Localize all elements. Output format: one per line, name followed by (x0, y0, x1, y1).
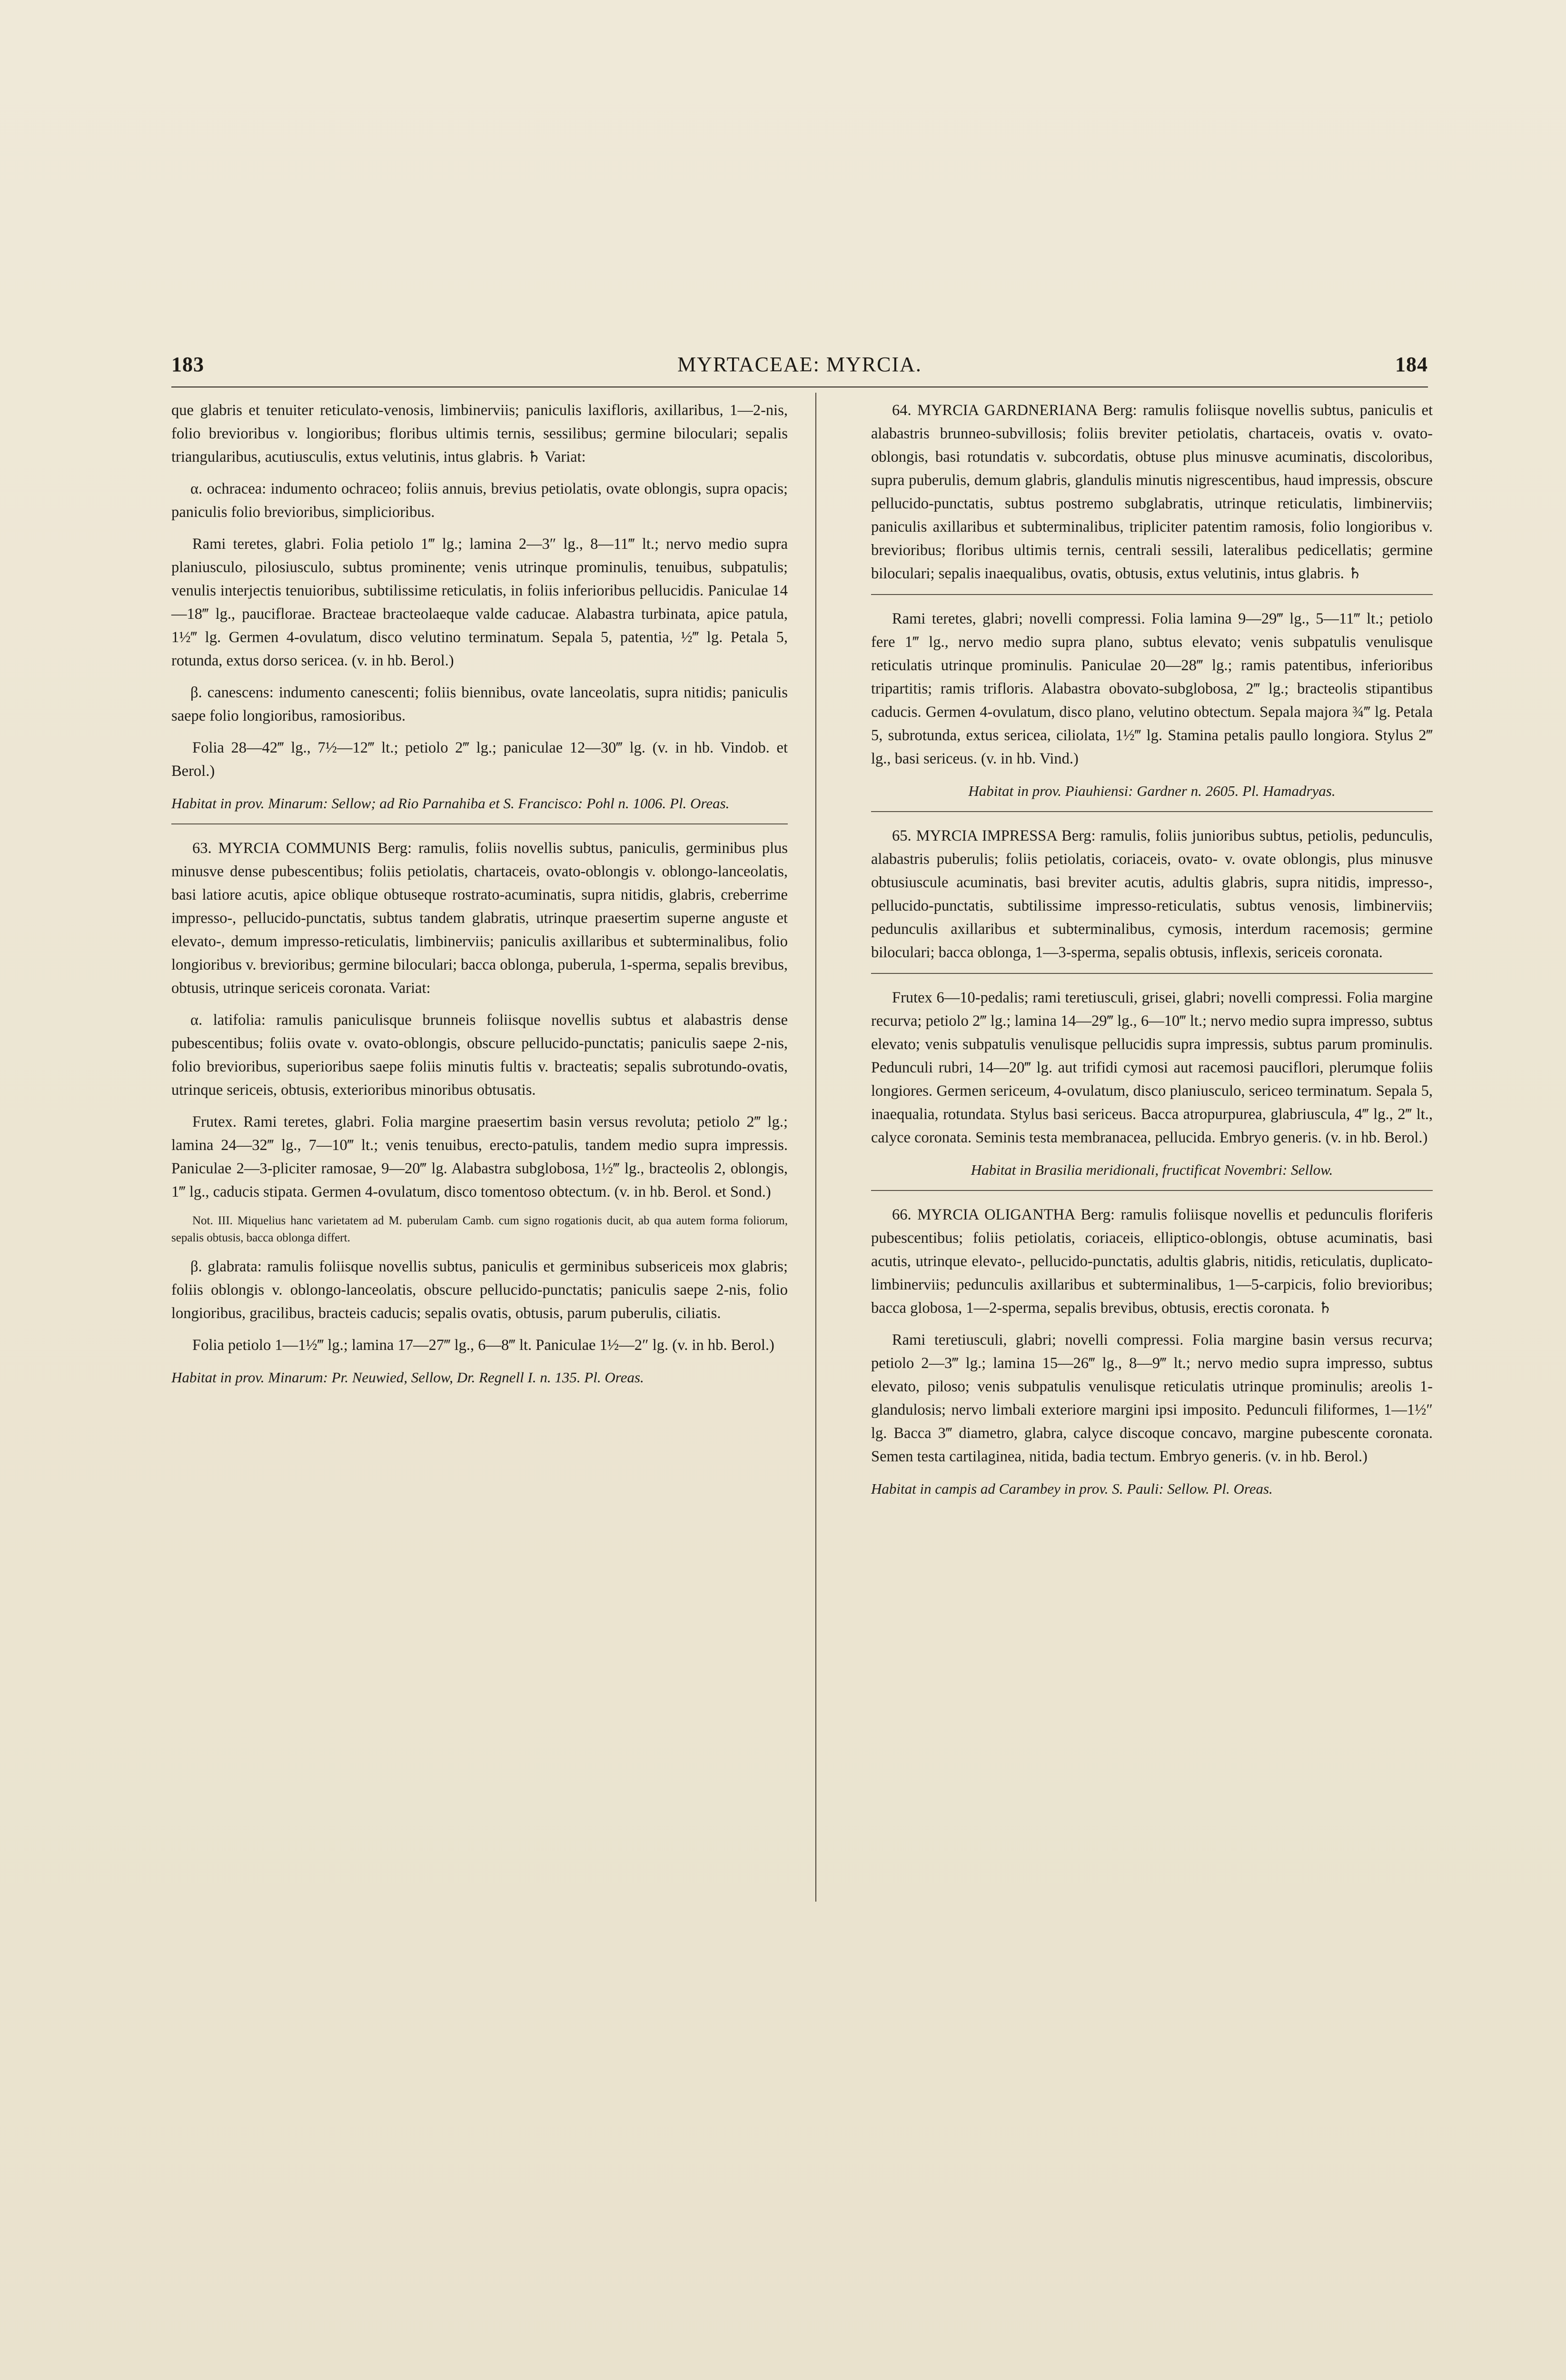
species-65-description: 65. MYRCIA IMPRESSA Berg: ramulis, foliis junioribus subtus, petiolis, pedunculis, alabastris puberulis; foliis petiolatis, coriaceis, ovato- v. ovate oblongis, plus minusve obtusiuscule acuminatis, basi breviter acutis, adultis glabris, supra nitidis, impresso-, pellucido-punctatis, subtilissime impresso-reticulatis, subtus venosis, limbinerviis; pedunculis axillaribus et subterminalibus, cymosis, interdum racemosis; germine biloculari; bacca oblonga, 1—3-sperma, sepalis obtusis, inflexis, sericeis coronata. (871, 827, 1433, 961)
paragraph: Folia petiolo 1—1½‴ lg.; lamina 17—27‴ lg., 6—8‴ lt. Paniculae 1½—2″ lg. (v. in hb. Berol.) (192, 1337, 774, 1354)
column-divider (815, 393, 816, 1902)
paragraph: Frutex. Rami teretes, glabri. Folia margine praesertim basin versus revoluta; petiolo 2‴ lg.; lamina 24—32‴ lg., 7—10‴ lt.; venis tenuibus, erecto-patulis, tandem medio supra impressis. Paniculae 2—3-pliciter ramosae, 9—20‴ lg. Alabastra subglobosa, 1½‴ lg., bracteolis 2, oblongis, 1‴ lg., caducis stipata. Germen 4-ovulatum, disco tomentoso obtectum. (v. in hb. Berol. et Sond.) (171, 1113, 788, 1200)
habitat-line: Habitat in prov. Minarum: Sellow; ad Rio Parnahiba et S. Francisco: Pohl n. 1006. Pl. Oreas. (171, 795, 730, 812)
habitat-line: Habitat in prov. Minarum: Pr. Neuwied, Sellow, Dr. Regnell I. n. 135. Pl. Oreas. (171, 1369, 644, 1386)
section-divider (871, 811, 1433, 812)
page-number-left: 183 (171, 353, 204, 376)
habitat-line: Habitat in Brasilia meridionali, fructificat Novembri: Sellow. (971, 1161, 1333, 1178)
page-header (171, 352, 1428, 381)
variety-latifolia: α. latifolia: ramulis paniculisque brunneis foliisque novellis subtus et alabastris dense pubescentibus; foliis ovate v. ovato-oblongis, obscure pellucido-punctatis; paniculis saepe 2-nis, folio brevioribus, superioribus saepe foliis minutis fultis v. bracteatis; sepalis subrotundo-ovatis, utrinque sericeis, obtusis, exterioribus minoribus obtusatis. (171, 1012, 788, 1099)
section-divider (871, 973, 1433, 974)
footnote: Not. III. Miquelius hanc varietatem ad M. puberulam Camb. cum signo rogationis ducit, ab qua autem forma foliorum, sepalis obtusis, bacca oblonga differt. (171, 1214, 788, 1244)
habitat-line: Habitat in campis ad Carambey in prov. S. Pauli: Sellow. Pl. Oreas. (871, 1480, 1273, 1497)
habitat-line: Habitat in prov. Piauhiensi: Gardner n. 2605. Pl. Hamadryas. (968, 783, 1336, 799)
paragraph: Rami teretes, glabri. Folia petiolo 1‴ lg.; lamina 2—3″ lg., 8—11‴ lt.; nervo medio supra planiusculo, pilosiusculo, subtus prominente; venis utrinque prominulis, tenuibus, subpatulis; venulis interjectis tenuioribus, subtilissime reticulatis, in foliis inferioribus pellucidis. Paniculae 14—18‴ lg., pauciflorae. Bracteae bracteolaeque valde caducae. Alabastra turbinata, apice patula, 1½‴ lg. Germen 4-ovulatum, disco velutino terminatum. Sepala 5, patentia, ½‴ lg. Petala 5, rotunda, extus dorso sericea. (v. in hb. Berol.) (171, 536, 788, 669)
section-divider (871, 594, 1433, 595)
paragraph: Folia 28—42‴ lg., 7½—12‴ lt.; petiolo 2‴ lg.; paniculae 12—30‴ lg. (v. in hb. Vindob. et Berol.) (171, 739, 788, 780)
species-66-description: 66. MYRCIA OLIGANTHA Berg: ramulis foliisque novellis et pedunculis floriferis pubescentibus; foliis petiolatis, coriaceis, elliptico-oblongis, obtuse acuminatis, basi acutis, utrinque elevato-, pellucido-punctatis, adultis glabris, nitidis, reticulatis, duplicato-limbinerviis; pedunculis axillaribus et subterminalibus, 1—5-carpicis, folio brevioribus; bacca globosa, 1—2-sperma, sepalis brevibus, obtusis, erectis coronata. ♄ (871, 1206, 1433, 1317)
species-63-description: 63. MYRCIA COMMUNIS Berg: ramulis, foliis novellis subtus, paniculis, germinibus plus minusve dense pubescentibus; foliis petiolatis, chartaceis, ovato-oblongis v. oblongo-lanceolatis, basi latiore acutis, apice oblique obtuseque rostrato-acuminatis, supra nitidis, glabris, creberrime impresso-, pellucido-punctatis, subtus tandem glabratis, utrinque praesertim superne anguste et elevato-, demum impresso-reticulatis, limbinerviis; paniculis axillaribus et subterminalibus, folio longioribus v. brevioribus; germine biloculari; bacca oblonga, puberula, 1-sperma, sepalis brevibus, obtusis, utrinque sericeis coronata. Variat: (171, 840, 788, 997)
variety-glabrata: β. glabrata: ramulis foliisque novellis subtus, paniculis et germinibus subsericeis mox glabris; foliis oblongis v. oblongo-lanceolatis, obscure pellucido-punctatis; paniculis saepe 2-nis, folio longioribus, gracilibus, bracteis caducis; sepalis ovatis, obtusis, parum puberulis, ciliatis. (171, 1258, 788, 1322)
variety-canescens: β. canescens: indumento canescenti; foliis biennibus, ovate lanceolatis, supra nitidis; paniculis saepe folio longioribus, ramosioribus. (171, 684, 788, 724)
right-column (871, 399, 1433, 1509)
section-divider (171, 823, 788, 824)
paragraph: Frutex 6—10-pedalis; rami teretiusculi, grisei, glabri; novelli compressi. Folia margine recurva; petiolo 2‴ lg.; lamina 14—29‴ lg., 6—10‴ lt.; nervo medio supra impresso, subtus elevato; venis subpatulis venulisque pellucidis supra impressis, subtus parum prominulis. Pedunculi rubri, 14—20‴ lg. aut trifidi cymosi aut racemosi pauciflori, plerumque foliis longiores. Germen sericeum, 4-ovulatum, disco planiusculo, sericeo terminatum. Sepala 5, inaequalia, rotundata. Stylus basi sericeus. Bacca atropurpurea, glabriuscula, 4‴ lg., 2‴ lt., calyce coronata. Seminis testa membranacea, pellucida. Embryo generis. (v. in hb. Berol.) (871, 989, 1433, 1146)
page-number-right: 184 (1395, 353, 1428, 376)
paragraph: Rami teretes, glabri; novelli compressi. Folia lamina 9—29‴ lg., 5—11‴ lt.; petiolo fere 1‴ lg., nervo medio supra plano, subtus elevato; venis subpatulis venulisque reticulatis utrinque prominulis. Paniculae 20—28‴ lg.; ramis patentibus, inferioribus tripartitis; ramis trifloris. Alabastra obovato-subglobosa, 2‴ lg.; bracteolis stipantibus caducis. Germen 4-ovulatum, disco plano, velutino obtectum. Sepala majora ¾‴ lg. Petala 5, subrotunda, extus sericea, ciliolata, 1½‴ lg. Stamina petalis paullo longiora. Stylus 2‴ lg., basi sericeus. (v. in hb. Vind.) (871, 610, 1433, 767)
section-divider (871, 1190, 1433, 1191)
left-column (171, 399, 788, 1398)
paragraph: Rami teretiusculi, glabri; novelli compressi. Folia margine basin versus recurva; petiolo 2—3‴ lg.; lamina 15—26‴ lg., 8—9‴ lt.; nervo medio supra impresso, subtus elevato, piloso; venis subpatulis venulisque reticulatis utrinque prominulis; areolis 1-glandulosis; nervo limbali exteriore margini ipsi imposito. Pedunculi filiformes, 1—1½″ lg. Bacca 3‴ diametro, glabra, calyce discoque concavo, margine pubescente coronata. Semen testa cartilaginea, nitida, badia tectum. Embryo generis. (v. in hb. Berol.) (871, 1331, 1433, 1465)
running-title: MYRTACEAE: MYRCIA. (677, 353, 922, 376)
paragraph: que glabris et tenuiter reticulato-venosis, limbinerviis; paniculis laxifloris, axillaribus, 1—2-nis, folio brevioribus v. longioribus; floribus ultimis ternis, sessilibus; germine biloculari; sepalis triangularibus, acutiusculis, extus velutinis, intus glabris. ♄ Variat: (171, 402, 788, 466)
variety-ochracea: α. ochracea: indumento ochraceo; foliis annuis, brevius petiolatis, ovate oblongis, supra opacis; paniculis folio brevioribus, simplicioribus. (171, 480, 788, 521)
species-64-description: 64. MYRCIA GARDNERIANA Berg: ramulis foliisque novellis subtus, paniculis et alabastris brunneo-subvillosis; foliis breviter petiolatis, chartaceis, ovatis v. ovato-oblongis, basi rotundatis v. subcordatis, obtuse plus minusve acuminatis, discoloribus, supra puberulis, demum glabris, glandulis minutis nigrescentibus, haud impressis, obscure pellucido-punctatis, subtus postremo subglabratis, utrinque reticulatis, limbinerviis; paniculis axillaribus et subterminalibus, tripliciter patentim ramosis, folio longioribus v. brevioribus; floribus ultimis ternis, centrali sessili, lateralibus pedicellatis; germine biloculari; sepalis inaequalibus, ovatis, obtusis, extus velutinis, intus glabris. ♄ (871, 402, 1433, 582)
